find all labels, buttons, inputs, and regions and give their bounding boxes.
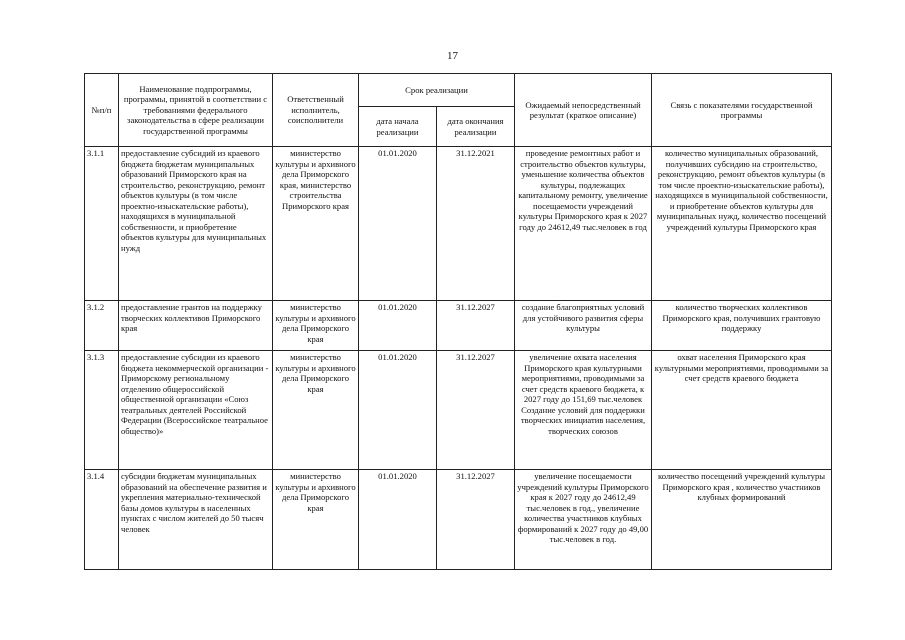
header-num: №п/п (85, 74, 119, 147)
table-row (85, 147, 832, 301)
row-link: охват населения Приморского края культурными мероприятиями, проводимыми за счет средств краевого бюджета (652, 351, 832, 470)
header-end: дата окончания реализации (437, 107, 515, 147)
row-name: предоставление субсидии из краевого бюджета некоммерческой организации - Приморскому региональному отделению общероссийской общественной организации «Союз театральных деятелей Российской Федерации (Всероссийское театральное общество)» (119, 351, 273, 470)
table-row (85, 351, 832, 470)
row-end: 31.12.2027 (437, 351, 515, 470)
row-executor: министерство культуры и архивного дела Приморского края (273, 351, 359, 470)
row-result: увеличение охвата населения Приморского края культурными мероприятиями, проводимыми за счет средств краевого бюджета, к 2027 году до 151,69 тыс.человек Создание условий для поддержки творческих инициатив населения, творческих союзов (515, 351, 652, 470)
row-num: 3.1.1 (85, 147, 119, 301)
header-executor: Ответственный исполнитель, соисполнители (273, 74, 359, 147)
header-link: Связь с показателями государственной программы (652, 74, 832, 147)
program-table (84, 73, 832, 570)
table-row (85, 301, 832, 351)
header-result: Ожидаемый непосредственный результат (краткое описание) (515, 74, 652, 147)
row-executor: министерство культуры и архивного дела Приморского края (273, 301, 359, 351)
row-link: количество муниципальных образований, получивших субсидию на строительство, реконструкцию, ремонт объектов культуры (в том числе проектно-изыскательские работы), находящихся в муниципальной собственности, и приобретение объектов культуры для муниципальных нужд, количество посещений учреждений культуры Приморского края (652, 147, 832, 301)
header-start: дата начала реализации (359, 107, 437, 147)
row-result: увеличение посещаемости учреждений культуры Приморского края к 2027 году до 24612,49 тыс.человек в год., увеличение количества участников клубных формирований к 2027 году до 49,00 тыс.человек в год. (515, 470, 652, 570)
row-name: субсидии бюджетам муниципальных образований на обеспечение развития и укрепления материально-технической базы домов культуры в населенных пунктах с числом жителей до 50 тысяч человек (119, 470, 273, 570)
row-num: 3.1.3 (85, 351, 119, 470)
row-start: 01.01.2020 (359, 147, 437, 301)
header-name: Наименование подпрограммы, программы, принятой в соответствии с требованиями федерального законодательства в сфере реализации государственной программы (119, 74, 273, 147)
row-num: 3.1.2 (85, 301, 119, 351)
row-link: количество посещений учреждений культуры Приморского края , количество участников клубных формирований (652, 470, 832, 570)
row-start: 01.01.2020 (359, 470, 437, 570)
row-end: 31.12.2021 (437, 147, 515, 301)
row-result: проведение ремонтных работ и строительство объектов культуры, уменьшение количества объектов культуры, подлежащих капитальному ремонту, увеличение посещаемости учреждений культуры Приморского края к 2027 году до 24612,49 тыс.человек в год (515, 147, 652, 301)
row-start: 01.01.2020 (359, 301, 437, 351)
row-result: создание благоприятных условий для устойчивого развития сферы культуры (515, 301, 652, 351)
row-name: предоставление субсидий из краевого бюджета бюджетам муниципальных образований Приморского края на строительство, реконструкцию, ремонт объектов культуры (в том числе проектно-изыскательские работы), находящихся в муниципальной собственности, и приобретение объектов культуры для муниципальных нужд (119, 147, 273, 301)
row-name: предоставление грантов на поддержку творческих коллективов Приморского края (119, 301, 273, 351)
row-end: 31.12.2027 (437, 470, 515, 570)
row-link: количество творческих коллективов Приморского края, получивших грантовую поддержку (652, 301, 832, 351)
row-executor: министерство культуры и архивного дела Приморского края, министерство строительства Приморского края (273, 147, 359, 301)
row-executor: министерство культуры и архивного дела Приморского края (273, 470, 359, 570)
row-num: 3.1.4 (85, 470, 119, 570)
row-end: 31.12.2027 (437, 301, 515, 351)
table-row (85, 470, 832, 570)
row-start: 01.01.2020 (359, 351, 437, 470)
page-number: 17 (447, 50, 458, 62)
header-period: Срок реализации (359, 74, 515, 107)
